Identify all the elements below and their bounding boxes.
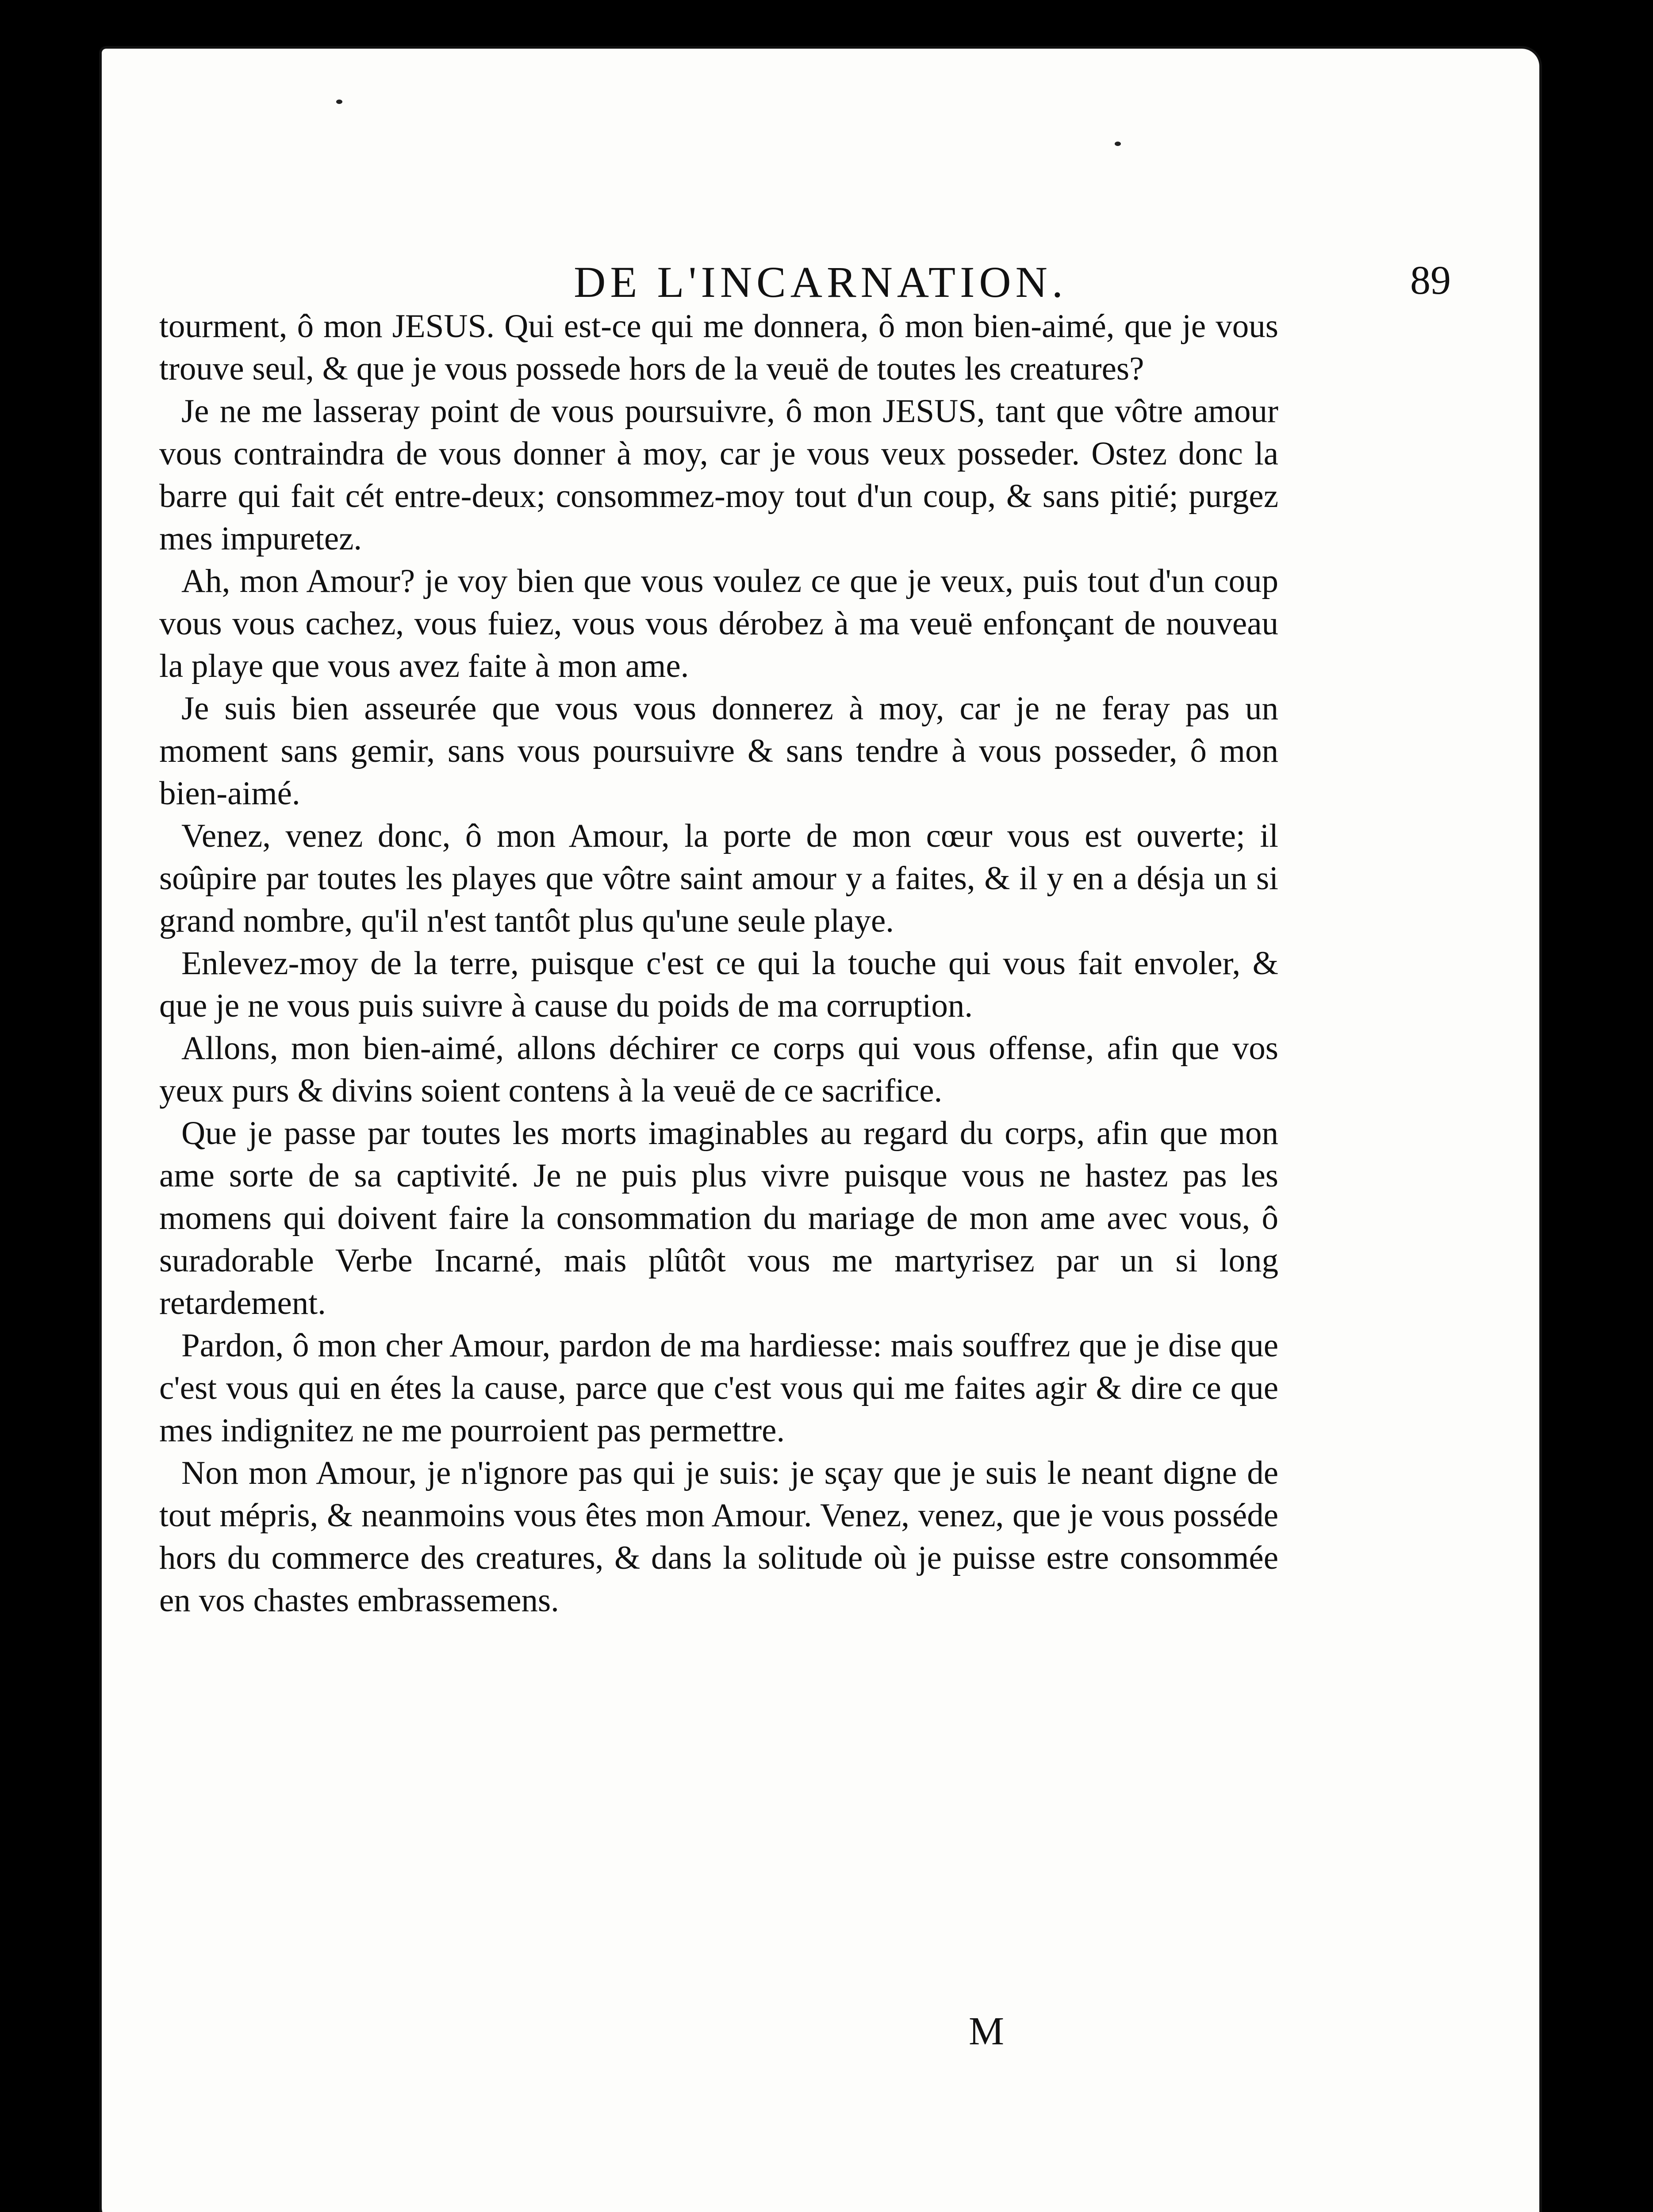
paragraph: Que je passe par toutes les morts imaginables au regard du corps, afin que mon ame sorte de sa captivité. Je ne puis plus vivre puisque vous ne hastez pas les momens qui doivent faire la consommation du mariage de mon ame avec vous, ô suradorable Verbe Incarné, mais plûtôt vous me martyrisez par un si long retardement. — [159, 1115, 1278, 1321]
book-page — [102, 49, 1539, 2212]
paragraph: tourment, ô mon JESUS. Qui est-ce qui me donnera, ô mon bien-aimé, que je vous trouve seul, & que je vous possede hors de la veuë de toutes les creatures? — [159, 308, 1278, 387]
running-head: DE L'INCARNATION. — [574, 257, 1067, 307]
paragraph: Pardon, ô mon cher Amour, pardon de ma hardiesse: mais souffrez que je dise que c'est vous qui en étes la cause, parce que c'est vous qui me faites agir & dire ce que mes indignitez ne me pourroient pas permettre. — [159, 1327, 1278, 1449]
paragraph: Venez, venez donc, ô mon Amour, la porte de mon cœur vous est ouverte; il soûpire par toutes les playes que vôtre saint amour y a faites, & il y en a désja un si grand nombre, qu'il n'est tantôt plus qu'une seule playe. — [159, 818, 1278, 939]
paragraph: Non mon Amour, je n'ignore pas qui je suis: je sçay que je suis le neant digne de tout mépris, & neanmoins vous êtes mon Amour. Venez, venez, que je vous posséde hors du commerce des creatures, & dans la solitude où je puisse estre consommée en vos chastes embrassemens. — [159, 1455, 1278, 1619]
paragraph: Enlevez-moy de la terre, puisque c'est ce qui la touche qui vous fait envoler, & que je ne vous puis suivre à cause du poids de ma corruption. — [159, 945, 1278, 1024]
paragraph: Allons, mon bien-aimé, allons déchirer ce corps qui vous offense, afin que vos yeux purs & divins soient contens à la veuë de ce sacrifice. — [159, 1030, 1278, 1109]
page-number: 89 — [1410, 257, 1451, 303]
paragraph: Je ne me lasseray point de vous poursuivre, ô mon JESUS, tant que vôtre amour vous contraindra de vous donner à moy, car je vous veux posseder. Ostez donc la barre qui fait cét entre-deux; consommez-moy tout d'un coup, & sans pitié; purgez mes impuretez. — [159, 393, 1278, 557]
paragraph: Je suis bien asseurée que vous vous donnerez à moy, car je ne feray pas un moment sans gemir, sans vous poursuivre & sans tendre à vous posseder, ô mon bien-aimé. — [159, 690, 1278, 812]
paragraph: Ah, mon Amour? je voy bien que vous voulez ce que je veux, puis tout d'un coup vous vous cachez, vous fuiez, vous vous dérobez à ma veuë enfonçant de nouveau la playe que vous avez faite à mon ame. — [159, 563, 1278, 684]
ink-speck — [1115, 142, 1121, 146]
ink-speck — [336, 100, 342, 104]
page-header — [102, 257, 1539, 310]
body-text — [159, 305, 1278, 1622]
signature-mark: M — [969, 2009, 1005, 2053]
